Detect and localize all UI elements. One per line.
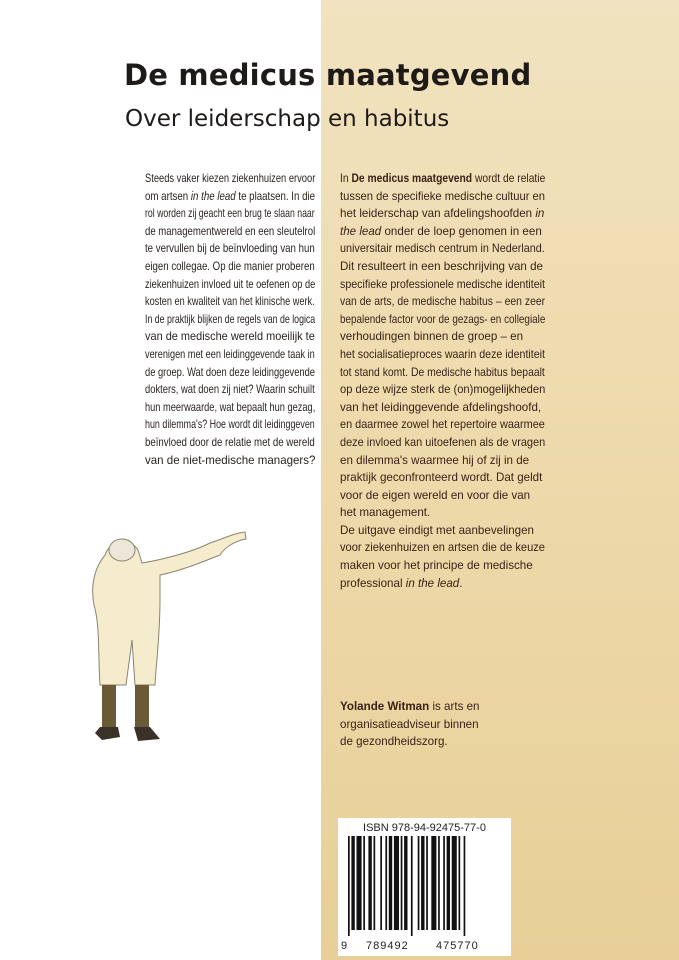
italic-text: in the lead [190,189,236,203]
text-line: van de arts, de medische habitus – een zeer [340,295,546,309]
text-line: Dit resulteert in een beschrijving van de [340,259,543,273]
barcode-bar [348,836,350,936]
barcode-bar [426,836,428,930]
text-line: van de niet-medische managers? [145,453,316,467]
barcode-bar [452,836,457,930]
text-line: en daarmee zowel het repertoire waarmee [340,418,545,432]
text-line: de managementwereld en een sleutelrol [145,224,316,238]
text-line: organisatieadviseur binnen [340,717,479,731]
text-line [145,170,316,188]
text-line: het socialisatieproces waarin deze identiteit [340,347,545,361]
text-line: praktijk geconfronteerd wordt. Dat geldt [340,471,543,485]
text-line [340,575,545,593]
text-line: deze invloed kan uitoefenen als de vragen [340,435,546,449]
text-line: van de medische wereld moeilijk te [145,330,315,344]
barcode-bar [380,836,382,930]
barcode-digits-right: 475770 [436,940,479,952]
barcode-bar [464,836,466,936]
text-line: specifieke professionele medische identiteit [340,277,545,291]
text: om artsen [145,189,191,203]
text-line [340,170,546,188]
text-line [340,205,545,223]
text-line: verhoudingen binnen de groep – en [340,330,524,344]
barcode-digit-first: 9 [341,940,348,952]
barcode-bars [346,836,504,936]
text-line [340,698,545,716]
book-title: De medicus maatgevend [124,58,532,92]
barcode-bar [363,836,365,930]
text-line: hun dilemma's? Hoe wordt dit leidinggeven [145,418,315,432]
barcode-bar [374,836,376,930]
text-line: voor de eigen wereld en voor die van [340,488,531,502]
text-line: bepalende factor voor de gezags- en collegiale [340,312,546,326]
barcode-bar [404,836,407,930]
left-blurb [145,170,315,469]
barcode-digits-left: 789492 [366,940,409,952]
text: In [340,172,352,185]
isbn-barcode [338,818,511,956]
text-line: universitair medisch centrum in Nederland. [340,242,545,256]
text-line: het management. [340,506,431,520]
author-bio [340,698,545,751]
barcode-bar [368,836,371,930]
text-line: beïnvloed door de relatie met de wereld [145,435,315,449]
text: onder de loep genomen in een [381,224,542,238]
text-line: van het leidinggevende afdelingshoofd, [340,400,542,414]
author-name: Yolande Witman [340,700,430,713]
italic-text: in [535,207,545,221]
barcode-bar [431,836,436,930]
text-line: maken voor het principe de medische [340,559,533,573]
barcode-bar [401,836,403,930]
text: professional [340,576,406,590]
text-line: op deze wijze sterk de (on)mogelijkheden [340,383,546,397]
barcode-bar [357,836,362,930]
right-blurb [340,170,545,592]
text-line: te vervullen bij de beïnvloeding van hun [145,242,315,256]
book-subtitle: Over leiderschap en habitus [125,106,450,132]
text-line: de groep. Wat doen deze leidinggevende [145,365,316,379]
text-line [145,188,316,206]
text-line: kosten en kwaliteit van het klinische werk. [145,295,315,309]
text: te plaatsen. In die [235,189,316,203]
barcode-bar [389,836,392,930]
barcode-bar [443,836,445,930]
text: Steeds vaker kiezen ziekenhuizen ervoor [145,172,316,185]
text-line: en dilemma's waarmee hij of zij in de [340,453,530,467]
barcode-bar [438,836,440,930]
barcode-bar [351,836,354,930]
text-line: de gezondheidszorg. [340,735,448,749]
text: . [459,576,463,590]
text-line: rol worden zij geacht een brug te slaan naar [145,207,315,221]
text-line: hun meerwaarde, wat bepaalt hun gezag, [145,400,316,414]
text-line: tot stand komt. De medische habitus bepaalt [340,365,545,379]
text-line: dokters, wat doen zij niet? Waarin schuilt [145,383,315,397]
italic-text: in the lead [405,576,460,590]
text-line: verenigen met een leidinggevende taak in [145,347,315,361]
text: het leiderschap van afdelingshoofden [340,207,536,221]
barcode-bar [459,836,461,930]
text-line [340,223,545,241]
barcode-bar [421,836,424,930]
text-line: ziekenhuizen invloed uit te oefenen op de [145,277,316,291]
text-line: eigen collegae. Op die manier proberen [145,259,315,273]
barcode-bar [447,836,450,930]
text: is arts en [429,700,480,713]
text-line: In de praktijk blijken de regels van de logica [145,312,316,326]
text-line: tussen de specifieke medische cultuur en [340,189,546,203]
italic-text: the lead [340,224,382,238]
isbn-label: ISBN 978-94-92475-77-0 [363,822,486,834]
text: wordt de relatie [472,172,546,185]
text-line: voor ziekenhuizen en artsen die de keuze [340,541,545,555]
barcode-bar [411,836,413,936]
text-line: De uitgave eindigt met aanbevelingen [340,523,535,537]
barcode-bar [394,836,399,930]
bold-title-text: De medicus maatgevend [351,172,473,185]
barcode-bar [418,836,420,930]
barcode-bar [385,836,387,930]
doctor-pointing-illustration [60,505,250,755]
